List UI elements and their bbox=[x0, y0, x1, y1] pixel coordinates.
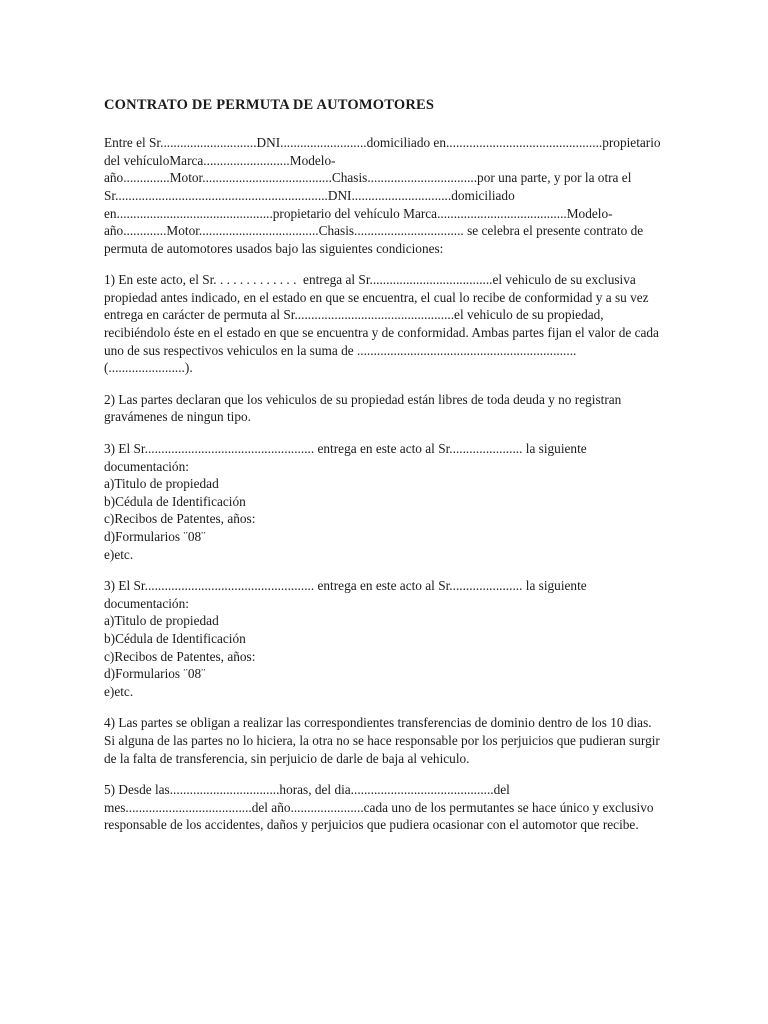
paragraph-clause-2: 2) Las partes declaran que los vehiculos de su propiedad están libres de toda deuda y no registran gravámenes de ningun tipo. bbox=[104, 391, 625, 425]
paragraph-preamble: Entre el Sr.............................DNI..........................domiciliado en...............................................propietario del vehículoMarca..........................Modelo-año..............Motor.......................................Chasis.................................por una parte, y por la otra el Sr................................................................DNI..............................domiciliado en...............................................propietario del vehículo Marca.......................................Modelo-año.............Motor....................................Chasis................................. se celebra el presente contrato de permuta de automotores usados bajo las siguientes condiciones: bbox=[104, 135, 664, 256]
paragraph-clause-3-duplicate: 3) El Sr................................................... entrega en este acto al Sr...................... la siguiente documentación: a)Titulo de propiedad b)Cédula de Identificación c)Recibos de Patentes, años: d)Formularios ¨08¨ e)etc. bbox=[104, 578, 587, 699]
paragraph-clause-1: 1) En este acto, el Sr. . . . . . . . . . . . . entrega al Sr.....................................el vehiculo de su exclusiva propiedad antes indicado, en el estado en que se encuentra, el cual lo recibe de conformidad y a su vez entrega en carácter de permuta al Sr................................................el vehiculo de su propiedad, recibiéndolo éste en el estado en que se encuentra y de conformidad. Ambas partes fijan el valor de cada uno de sus respectivos vehiculos en la suma de ..................................................................(.......................). bbox=[104, 272, 663, 376]
page-title: CONTRATO DE PERMUTA DE AUTOMOTORES bbox=[104, 97, 435, 113]
document-body bbox=[104, 96, 662, 834]
paragraph-clause-5: 5) Desde las.................................horas, del dia...........................................del mes......................................del año......................cada uno de los permutantes se hace único y exclusivo responsable de los accidentes, daños y perjuicios que pudiera ocasionar con el automotor que recibe. bbox=[104, 782, 657, 833]
paragraph-clause-3-first: 3) El Sr................................................... entrega en este acto al Sr...................... la siguiente documentación: a)Titulo de propiedad b)Cédula de Identificación c)Recibos de Patentes, años: d)Formularios ¨08¨ e)etc. bbox=[104, 441, 587, 562]
paragraph-clause-4: 4) Las partes se obligan a realizar las correspondientes transferencias de dominio dentro de los 10 dias. Si alguna de las partes no lo hiciera, la otra no se hace responsable por los perjuicios que pudieran surgir de la falta de transferencia, sin perjuicio de darle de baja al vehiculo. bbox=[104, 715, 664, 766]
